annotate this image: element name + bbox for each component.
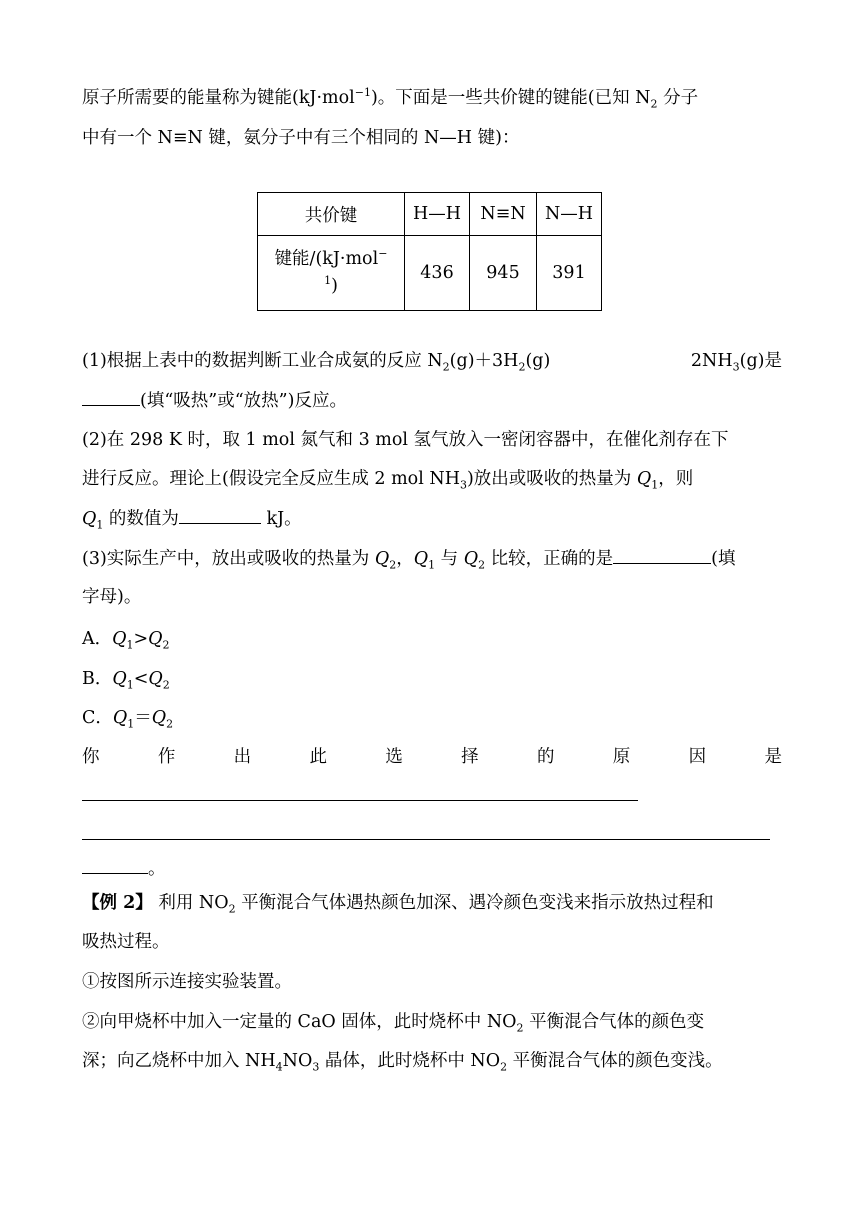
bond-energy-table [257, 192, 602, 311]
example-tag: 【例 2】 [82, 893, 153, 913]
example-2-line-2: 吸热过程。 [82, 932, 170, 952]
intro-line-1 [82, 86, 782, 110]
answer-blank[interactable] [613, 546, 711, 564]
example-2-step-1: ①按图所示连接实验装置。 [82, 972, 292, 992]
reason-prompt: 你 作 出 此 选 择 的 原 因 是 [82, 747, 782, 767]
question-3-line-2: 字母)。 [82, 587, 142, 607]
question-2-line-1: (2)在 298 K 时，取 1 mol 氮气和 3 mol 氢气放入一密闭容器中，在催化剂存在下 [82, 430, 729, 450]
table-header-cell: 共价键 [258, 193, 405, 236]
subscript: 2 [650, 97, 658, 111]
question-2-line-3: $Q_1$ 的数值为 kJ。 [82, 506, 782, 531]
option-b[interactable]: B．$Q_1<Q_2$ [82, 669, 170, 692]
answer-blank[interactable] [82, 856, 148, 874]
intro-line-2: 中有一个 N≡N 键，氨分子中有三个相同的 N—H 键)： [82, 128, 520, 148]
intro-text: )。下面是一些共价键的键能(已知 N [370, 88, 651, 108]
intro-text: 原子所需要的能量称为键能(kJ·mol [82, 88, 355, 108]
table-row-label: 键能/(kJ·mol− $^1$) [258, 236, 405, 311]
example-2-step-2: ②向甲烧杯中加入一定量的 CaO 固体，此时烧杯中 $NO_2$ 平衡混合气体的颜色变 [82, 1012, 705, 1035]
answer-line[interactable] [82, 800, 638, 801]
superscript: −1 [354, 86, 371, 100]
answer-line-end: 。 [82, 856, 782, 881]
answer-blank[interactable] [82, 388, 140, 406]
table-header-row [258, 193, 602, 236]
option-a[interactable]: A．$Q_1>Q_2$ [82, 629, 170, 652]
table-cell: 391 [537, 236, 602, 311]
table-header-cell: N≡N [470, 193, 537, 236]
option-c[interactable]: C．$Q_1=Q_2$ [82, 708, 174, 731]
intro-text: 分子 [657, 88, 699, 108]
table-cell: 436 [405, 236, 470, 311]
table-row [258, 236, 602, 311]
question-1-line-1: (1)根据上表中的数据判断工业合成氨的反应 $N_2(g)+3H_2(g)$ $2NH_3(g)$是 [82, 351, 782, 374]
table-header-cell: H—H [405, 193, 470, 236]
table-cell: 945 [470, 236, 537, 311]
question-3-line-1: (3)实际生产中，放出或吸收的热量为 $Q_2$，$Q_1$ 与 $Q_2$ 比较，正确的是 (填 [82, 546, 782, 571]
answer-line[interactable] [82, 839, 770, 840]
table-header-cell: N—H [537, 193, 602, 236]
question-1-line-2: (填“吸热”或“放热”)反应。 [82, 388, 782, 413]
answer-blank[interactable] [179, 506, 261, 524]
example-2-step-3: 深；向乙烧杯中加入 $NH_4NO_3$ 晶体，此时烧杯中 $NO_2$ 平衡混合气体的颜色变浅。 [82, 1051, 723, 1074]
example-2-line-1: 【例 2】 利用 $NO_2$ 平衡混合气体遇热颜色加深、遇冷颜色变浅来指示放热过程和 [82, 893, 714, 916]
question-2-line-2: 进行反应。理论上(假设完全反应生成 2 mol $NH_3$)放出或吸收的热量为 $Q_1$，则 [82, 469, 694, 492]
